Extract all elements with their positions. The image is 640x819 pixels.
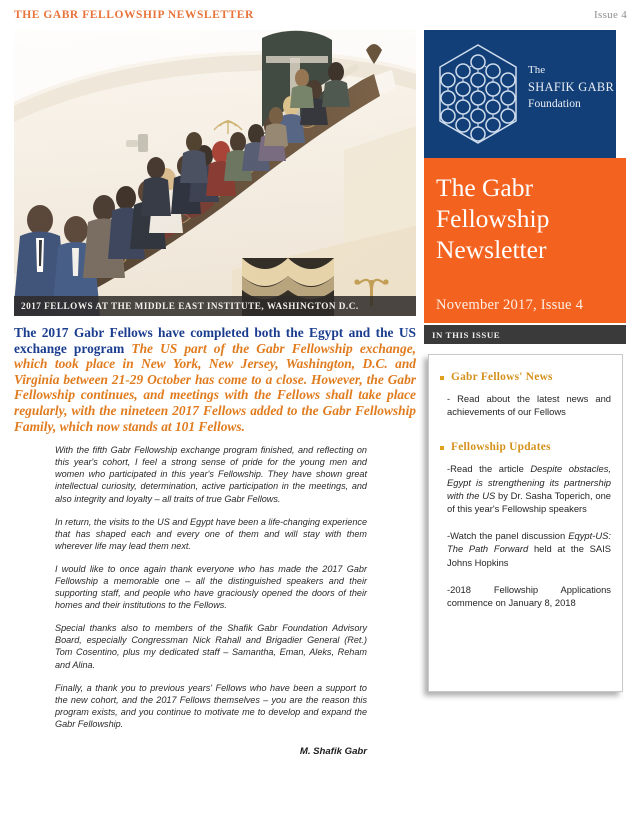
title-line-1: The Gabr (436, 173, 533, 202)
letter-signature: M. Shafik Gabr (299, 746, 367, 758)
issue-section-item: -2018 Fellowship Applications commence on January 8, 2018 (447, 583, 611, 609)
title-line-3: Newsletter (436, 235, 547, 264)
issue-section-heading (440, 441, 611, 453)
logo-line-3: Foundation (528, 97, 581, 111)
masthead (0, 0, 640, 30)
issue-section-heading-text: Fellowship Updates (451, 441, 551, 454)
logo-line-2: SHAFIK GABR (528, 79, 615, 94)
logo-line-1: The (528, 64, 546, 76)
issue-section-heading (440, 371, 611, 383)
in-this-issue-label: IN THIS ISSUE (432, 329, 501, 340)
lede-paragraph (14, 325, 416, 434)
in-this-issue-bar (424, 325, 626, 344)
in-this-issue-card (428, 354, 623, 692)
item-post-text: held at the SAIS Johns Hopkins (447, 543, 611, 568)
issue-section-heading-text: Gabr Fellows' News (451, 371, 553, 383)
right-column (424, 30, 626, 692)
lede-blue-text: The 2017 Gabr Fellows have completed both the Egypt and the US exchange program (14, 325, 416, 356)
square-bullet-icon (440, 446, 444, 450)
spacer (440, 432, 611, 441)
issue-section-item (447, 462, 611, 515)
newsletter-title-block (424, 158, 626, 323)
title-line-2: Fellowship (436, 204, 550, 233)
hexagon-lattice-icon (434, 42, 522, 146)
hero-photo-image (14, 30, 416, 316)
letter-paragraph: Finally, a thank you to previous years' Fellows who have been a support to the new cohort, and the 2017 Fellows themselves – you are the reason this program exists, and you continue to motivate me to develop and expand the Gabr Fellowship. (55, 682, 367, 729)
letter-paragraph: I would like to once again thank everyone who has made the 2017 Gabr Fellowship a memorable one – all the distinguished speakers and their supporting staff, and people who have graciously opened the doors of their homes and their institutions to the Fellows. (55, 563, 367, 611)
foundation-logo-text (528, 63, 614, 113)
masthead-title: THE GABR FELLOWSHIP NEWSLETTER (14, 9, 254, 21)
item-panel-title: Eqypt-US: The Path Forward (447, 530, 611, 555)
lede-orange-text: The US part of the Gabr Fellowship exchange, which took place in New York, New Jersey, Washington, D.C. and Virginia between 21-29 October has come to a close. However, the Gabr Fellowship continues, and meetings with the Fellows shall take place regularly, with the nineteen 2017 Fellows added to the Gabr Fellowship Family, which now stands at 101 Fellows. (14, 340, 416, 434)
issue-section-item: - Read about the latest news and achievements of our Fellows (447, 393, 611, 418)
issue-date-label: November 2017, Issue 4 (436, 297, 584, 313)
letter-paragraph: With the fifth Gabr Fellowship exchange program finished, and reflecting on this year's cohort, I feel a strong sense of pride for the young men and women who participated in this year's Fellowship. They have shown great intellectual curiosity, determination, active participation in the meetings, and also integrity and loyalty – all traits of true Gabr Fellows. (55, 445, 367, 504)
issue-section-item (447, 529, 611, 569)
letter-paragraph: Special thanks also to members of the Shafik Gabr Foundation Advisory Board, especially Congressman Nick Rahall and Brigadier General (Ret.) Tom Cosentino, plus my dedicated staff – Samantha, Eman, Aleks, Reham and Alina. (55, 623, 367, 670)
item-post-text: by Dr. Sasha Toperich, one of this year's Fellowship speakers (447, 489, 612, 515)
item-article-title: Despite obstacles, Egypt is strengthening its partnership with the US (447, 463, 611, 501)
hero-photo (14, 30, 416, 316)
photo-caption-bar (14, 296, 416, 316)
letter-body (55, 444, 367, 757)
item-pre-text: -Read the article (447, 463, 531, 475)
foundation-logo-block (424, 30, 616, 158)
left-column (14, 30, 416, 757)
item-pre-text: -Watch the panel discussion (447, 530, 569, 542)
letter-paragraph: In return, the visits to the US and Egypt have been a life-changing experience that has shaped each and every one of them and will stay with them wherever life may lead them next. (55, 516, 367, 551)
square-bullet-icon (440, 376, 444, 380)
photo-caption-text: 2017 FELLOWS AT THE MIDDLE EAST INSTITUTE, WASHINGTON D.C. (21, 301, 359, 311)
masthead-issue-label: Issue 4 (594, 9, 627, 21)
